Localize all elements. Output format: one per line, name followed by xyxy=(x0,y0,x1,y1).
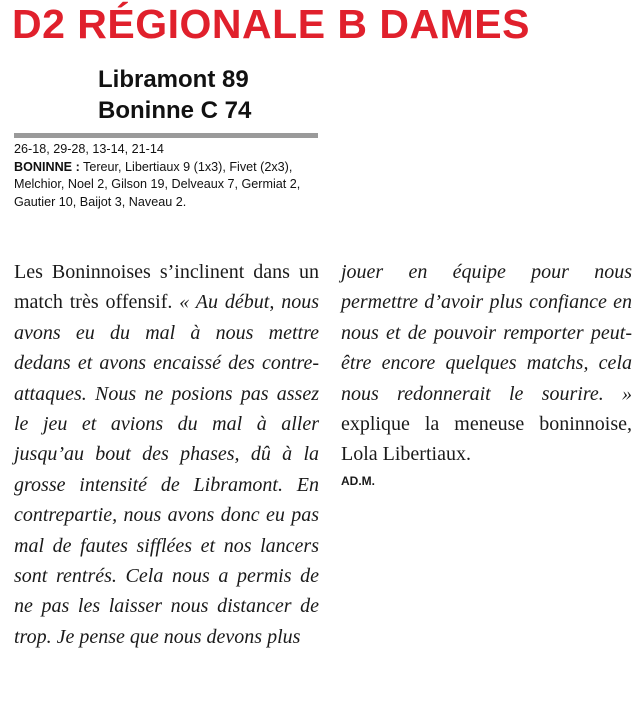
team-label: BONINNE : xyxy=(14,159,80,174)
article-column-2 xyxy=(341,257,632,492)
article-quote-part1: « Au début, nous avons eu du mal à nous mettre dedans et avons encaissé des contre-attaques. Nous ne posions pas assez le jeu et avions du mal à aller jusqu’au bout des phases, dû à la grosse intensité de Libramont. En contrepartie, nous avons donc eu pas mal de fautes sifflées et nos lancers sont rentrés. Cela nous a permis de ne pas les laisser nous distancer de trop. Je pense que nous devons plus xyxy=(14,291,319,648)
article-quote-part2: jouer en équipe pour nous permettre d’avoir plus confiance en nous et de pouvoir remporter peut-être encore quelques matchs, cela nous redonnerait le sourire. » xyxy=(341,261,632,405)
author-signature: AD.M. xyxy=(341,473,375,488)
divider-rule xyxy=(14,133,318,138)
article-intro: Les Boninnoises s’inclinent dans un match très offensif. xyxy=(14,261,319,314)
article-attribution: explique la meneuse boninnoise, Lola Libertiaux. xyxy=(341,413,632,466)
lineup xyxy=(14,159,324,212)
match-details xyxy=(14,141,324,211)
score-away: Boninne C 74 xyxy=(98,97,252,124)
article-column-1 xyxy=(14,257,319,652)
period-scores: 26-18, 29-28, 13-14, 21-14 xyxy=(14,142,164,156)
score-home: Libramont 89 xyxy=(98,66,249,93)
player-list: Tereur, Libertiaux 9 (1x3), Fivet (2x3), Melchior, Noel 2, Gilson 19, Delveaux 7, Germiat 2, Gautier 10, Baijot 3, Naveau 2. xyxy=(14,159,301,209)
headline: D2 RÉGIONALE B DAMES xyxy=(12,1,530,47)
score-block xyxy=(98,64,251,126)
